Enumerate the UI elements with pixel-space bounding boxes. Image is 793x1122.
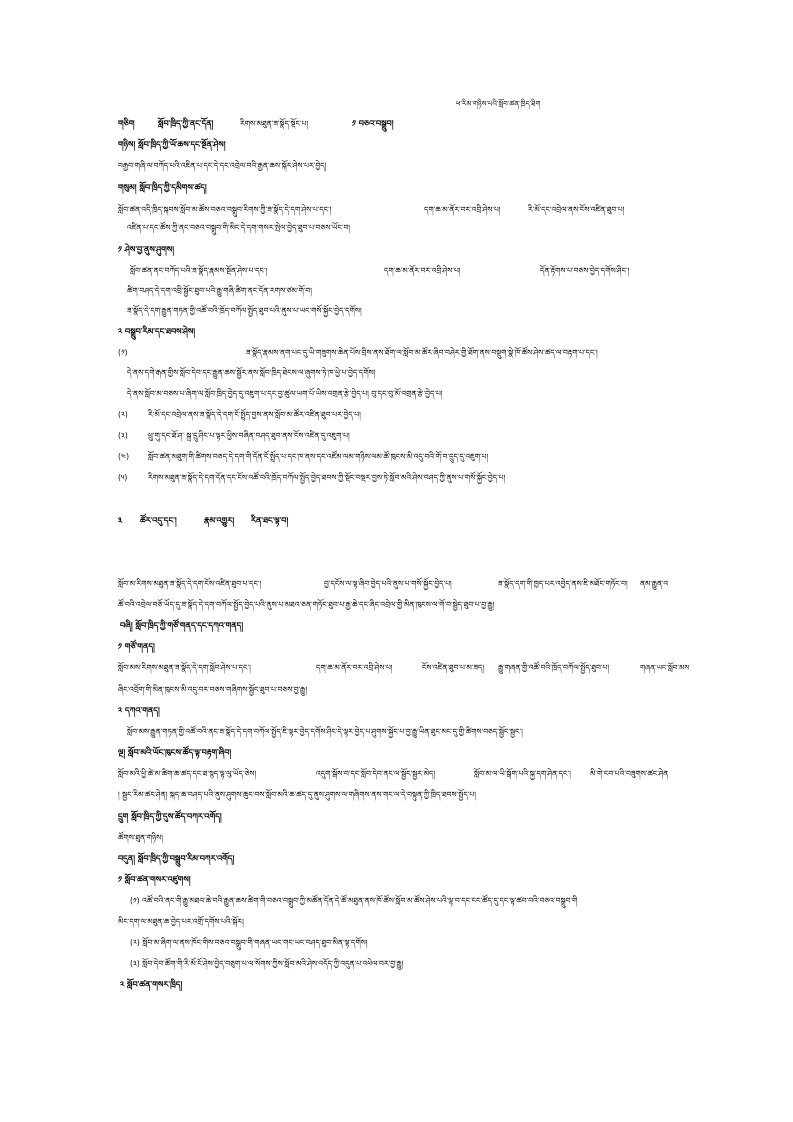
paragraph-line: ཟ་སྣོད་དེ་དག་རྒྱུན་གཏན་གྱི་འཚོ་བའི་ཁྲོད་བཀོལ་སྤྱོད་ཐུབ་པའི་ནུས་པ་ཡང་གསོ་སྐྱོང་བྱེད་དགོས། <box>127 306 362 315</box>
paragraph-segment: མི་གེ་ངབ་པའི་བཟུགས་ཚང་ཤེན <box>590 769 669 778</box>
list-number: (༥) <box>118 473 128 482</box>
paragraph-segment: ཟ་སྣོད་དག་གི་ཁྱད་པར་འབྱེད་ནས་ཇི་མཐོང་གཏོང་བ། <box>498 579 628 588</box>
paragraph-line: ཚིག་བཤད་དེ་དག་འབྲི་སྦྱོང་ཐུབ་པའི་རྒྱུ་གཞི་ཚིག་ནང་དོན་རགས་ཙམ་གོ་བ། <box>127 286 312 295</box>
paragraph-line: དེ་ནས་དགེ་རྒན་གྱིས་སློབ་དེབ་དང་རྒྱུན་ཆས་སྦྱོར་ནས་སློབ་ཁྲིད་ཐེངས་ལ་ཞུགས་ཏེ་ཁ་ཕྱེ་པ་བྱེད་དགོས། <box>127 368 376 377</box>
subsection-number: ༣ <box>118 516 123 525</box>
paragraph-segment: འདུག་སྒོས་བ་དང་སློབ་དེབ་ནང་ལ་སྦྱོང་སྦྱར་མེད། <box>316 769 436 778</box>
subsection-heading: ༢ བསྒྲུབ་རིམ་དང་ཐབས་ཤེས། <box>118 327 196 336</box>
paragraph-line: སློབ་མས་རྒྱུན་གཏན་གྱི་འཚོ་བའི་ནང་ཟ་སྣོད་དེ་དག་བཀོལ་སྤྱོད་ཇི་ལྟར་བྱེད་དགོས་ཤིང་དེ་ལྟར་བྱེད་པ་ཤུགས་སྐྱོང་པ་བྱ་རྒྱུ་ཡིན་ཐུང་མང་དུ་གྱི་ཚིགས་བཅད་སྦྱོང་སྦྱང་། <box>127 727 523 736</box>
list-item-text: རིགས་མཐུན་ཟ་སྣོད་དེ་དག་དོན་དང་ངོས་འཚོ་བའི་ཁྲོད་བཀོལ་སྤྱོད་བྱེད་ཐབས་ཀྱི་སྡོང་བསྡར་བྱས་ཏེ་སློབ་མའི་ཤེས་བཤད་ཀྱི་ནུས་པ་གསོ་སྐྱོང་བྱེད་པ། <box>148 473 506 482</box>
subsection-heading: རིན་ཐང་ལྟ་བ། <box>251 516 289 525</box>
section-heading: དྲུག སློབ་ཁྲིད་ཀྱི་དུས་ཚོད་བཀར་འགོད། <box>118 812 222 821</box>
list-item-text: ཕྲུ་གུ་དང་ཐོ་ཤ་ སྐྲ་དྲུ་ཤིང་པ་ལྟར་ཕྱིས་བཞིན་བཤད་ཐུབ་ནས་ངོས་འཛིན་དུ་འཇུག་པ། <box>148 431 350 440</box>
section-heading: གཉིས། སློབ་ཁྲིད་ཀྱི་ཡོ་ཆས་དང་སྔོན་ཤེས། <box>118 140 226 149</box>
header-title: ཕ་རིམ་གཉིས་པའི་སློབ་ཚན་ཁྲིད་ཐིག <box>456 100 541 108</box>
list-item-text: རི་མོ་དང་འབྲེལ་ནས་ཟ་སྣོད་དེ་དག་ངོ་སྤྲོད་བྱས་ནས་སློབ་མ་ཚོར་འཛིན་ཐུབ་པར་བྱེད་པ། <box>148 410 361 419</box>
paragraph-segment: སློབ་མ་ལ་ཡི་སྒོག་པའི་སྐྱ་དག་ཤེན་དང་། <box>474 769 571 778</box>
subsection-heading: ༡ ཤེས་བྱ་ནུས་ཤུགས། <box>118 245 175 254</box>
lesson-number: གཅིག <box>118 119 135 128</box>
paragraph-segment: དོན་རྟོགས་པ་བཅས་བྱེད་དགོས་ཤིང་། <box>540 266 630 275</box>
subsection-heading: ༡ གཙོ་གནད། <box>118 642 155 651</box>
list-item-text: སློབ་ཚན་མཐུག་གི་ཚིགས་བཅད་དེ་དག་གི་དོན་ངོ་སྤྲོད་པ་དང་ཁ་ནས་དང་འཛོམ་ལམ་གཉིས་ལམ་ཚོ་ཁུངས་མི་འདུ་བའི་གོ་བ་དྲུད་དུ་འཇུག་པ། <box>148 452 489 461</box>
subsection-heading: རྣམ་འགྱུར། <box>204 516 235 525</box>
subsection-heading: ༡ སློབ་ཚན་གསར་འཛུགས། <box>118 875 191 884</box>
list-item-text: ཟ་སྣོད་རྣམས་ནག་པང་དུ་ཡི་གཟུགས་ཆེན་པོས་བྲིས་ནས་ཐོག་ལ་སློབ་མ་ཚོར་ཞིབ་བཤེར་གྱི་ཐོག་ནས་བསྡུག་སྣེ་ཁོ་ཚོས་ཤེས་ཚད་ལ་བརྟག་པ་དང་། <box>246 348 598 357</box>
list-number: (༡) <box>118 348 128 357</box>
paragraph-segment: དག་ཆ་མ་ནོར་བར་འབྲི་ཤེས་པ། <box>316 663 393 672</box>
list-number: (༣) <box>118 431 128 440</box>
paragraph-line: འཛིན་པ་དང་ཚོས་ཀྱི་ནང་བཅའ་བསྒྲུབ་གི་མིང་དེ་དག་གསར་སྤེལ་བྱེད་ཐུབ་པ་བཅས་ཡོང་བ། <box>127 223 351 232</box>
section-heading: བདུན། སློབ་ཁྲིད་ཀྱི་བསྒྲུབ་རིམ་བཀར་འགོད། <box>118 854 235 863</box>
paragraph-segment: རྒྱུ་གཞན་གྱི་འཚོ་བའི་ཁྲོད་བཀོལ་སྤྱོད་ཐུབ་པ། <box>498 663 610 672</box>
list-number: (༢) <box>118 410 128 419</box>
lesson-content-label: སློབ་ཁྲིད་ཀྱི་ནང་དོན། <box>158 119 214 128</box>
paragraph-line: ཚོ་བའི་འབྲེལ་བཅོ་ཡོད་དུ་ཟ་སྣོད་དེ་དག་བཀོལ་སྤྱོད་བྱེད་པའི་ནུས་པ་མཐའ་ཅན་གཏོང་ཐུབ་པ་རྒྱ་ཆེ་དང་ཞིང་འབྲེལ་གྱི་མིན་ཁུངས་ལ་གོ་བ་སྦྱེད་ཐུབ་པ་བྱ་རྒྱུ། <box>118 600 495 609</box>
section-heading: བཞི། སློབ་ཁྲིད་ཀྱི་གཙོ་གནད་དང་དཀའ་གནད། <box>120 621 244 630</box>
paragraph-segment: སློབ་མ་རིགས་མཐུན་ཟ་སྣོད་དེ་དག་ངོས་འཛིན་ཐུབ་པ་དང་། <box>118 579 262 588</box>
paragraph-segment: ངོས་འཛིན་ཐུབ་པ་མ་ཟད། <box>422 663 485 672</box>
paragraph-segment: རི་མོ་དང་འབྲེལ་ནས་ངོས་འཛིན་ཐུབ་པ། <box>528 205 625 214</box>
lesson-subtopic: ༡ བཅའ་བསྒྲུབ། <box>352 119 394 128</box>
paragraph-segment: གཞན་ཡང་སློབ་མས <box>640 663 690 672</box>
paragraph-line: (༣) སློབ་དེབ་ཚོག་གི་རི་མོ་ངོ་ཤེས་བྱེད་བཅུག་པ་ལ་སོགས་ཀྱིས་སློབ་མའི་ཤེས་འདོད་ཀྱི་འདུན་པ་འཕེལ་བར་བྱ་རྒྱུ། <box>130 959 404 968</box>
paragraph-line: བརྒྱབ་གཞི་ལ་བཀོད་པའི་འཇིན་པ་དང་དེ་དང་འབྲེལ་བའི་རྒྱན་ཆས་སྐོར་ཤེས་པར་བྱེད། <box>118 161 327 170</box>
list-number: (༤) <box>118 452 130 461</box>
paragraph-line: མིང་དག་ལ་མཐུན་ཆ་བྱེད་པར་འགྲོ་དགོས་པའི་སྐོར། <box>118 917 244 926</box>
paragraph-line: (༢) སློབ་མ་ཞིག་ལ་ནས་ཁོང་གིས་བཅའ་བསྒྲུབ་གི་གཞན་ཡང་གང་ཡང་བཤད་ཐུབ་མིན་ལྟ་དགོས། <box>130 938 368 947</box>
paragraph-line: དེ་ནས་སློབ་མ་བཅས་པ་ཞིག་ལ་སློབ་ཁྲིད་བྱེད་དུ་འཇུག་པ་དང་བྱ་ཚུལ་ཡག་པོ་ཡིས་འགྲན་རྩེ་བྱེད་པ། བུ་དང་བུ་མོ་འགྲན་རྩེ་བྱེད་པ། <box>127 389 443 398</box>
subsection-heading: ཚོར་འདུ་དང་། <box>140 516 177 525</box>
subsection-heading: ༢ དཀའ་གནད། <box>118 706 160 715</box>
paragraph-segment: དག་ཆ་མ་ནོར་བར་འབྲི་ཤེས་པ། <box>384 266 461 275</box>
paragraph-line: ཞིང་འབྲོག་གི་མིན་ཁུངས་མི་འདུ་བར་བཅས་གཞིགས་སྦྱོང་ཐུབ་པ་བཅས་བྱ་རྒྱུ། <box>118 685 308 694</box>
paragraph-segment: སློབ་མའི་ཕྱི་ཚེ་མ་ཚིག་ཆ་ཚད་དང་ཐ་སྙད་ལྟ་ལུ་ཡོད་ཅེས། <box>118 769 257 778</box>
paragraph-segment: སློབ་མས་རིགས་མཐུན་ཟ་སྣོད་དེ་དག་སློབ་ཤེས་པ་དང་། <box>118 663 251 672</box>
section-heading: གསུམ། སློབ་ཁྲིད་ཀྱི་དམིགས་ཚད། <box>118 183 207 192</box>
paragraph-line: ཚོགས་ཐུན་གཉིས། <box>118 833 163 842</box>
subsection-heading: ༢ སློབ་ཚན་གསར་ཁྲིད། <box>120 980 183 989</box>
paragraph-segment: སློབ་ཚན་འདི་ཁྲིད་སྐབས་སློབ་མ་ཚོས་བཅའ་བསྒྲུབ་རིགས་ཀྱི་ཟ་སྣོད་དེ་དག་ཤེས་པ་དང་། <box>118 205 332 214</box>
section-heading: ལྔ། སློབ་མའི་ཡོང་ཁུངས་ཚོད་ལྟ་བརྟག་ཞིབ། <box>118 748 232 757</box>
paragraph-line: ། སྦྱང་རིམ་ཚང་ཤེན། སྐད་ཆ་བཤད་པའི་ནུས་ཤུགས་ཆུང་བས་སློབ་མའི་ཆ་ཚད་དུ་ནུས་ཤུགས་ལ་གཞིགས་ནས་གང་ལ་དེ་བསྟུན་ཀྱི་ཁྲིད་ཐབས་སྤྱོད་པ། <box>118 790 476 799</box>
paragraph-segment: ནམ་རྒྱུན་འ <box>640 579 669 588</box>
paragraph-segment: བྱ་དངོས་ལ་ལྟ་ཞིབ་བྱེད་པའི་ནུས་པ་གསོ་སྐྱོང་བྱེད་པ། <box>324 579 452 588</box>
paragraph-segment: དག་ཆ་མ་ནོར་བར་འབྲི་ཤེས་པ། <box>424 205 501 214</box>
paragraph-segment: སློབ་ཚན་ནང་བཀོད་པའི་ཟ་སྣོད་རྣམས་སྔོན་ཤེས་པ་དང་། <box>130 266 268 275</box>
lesson-topic: རིགས་མཐུན་ཟ་སྣོད་སྡོང་པ། <box>240 119 309 128</box>
paragraph-line: (༡) འཚོ་བའི་ནང་གི་རྒྱུ་མཐའ་ཆེ་བའི་རྒྱུན་ཆས་ཚིག་གི་བཅའ་བསྒྲུབ་ཀྱི་མཚོན་དོན་དེ་ཚོ་མཐུན་ནས་ཁོ་ཚོས་སློབ་མ་ཚོས་ཤེས་པའི་ལྟ་བ་དང་ངང་ཚོད་དུ་དང་ལྟ་ཚབ་བའི་བཅའ་བསྒྲུབ་གི <box>130 896 578 905</box>
